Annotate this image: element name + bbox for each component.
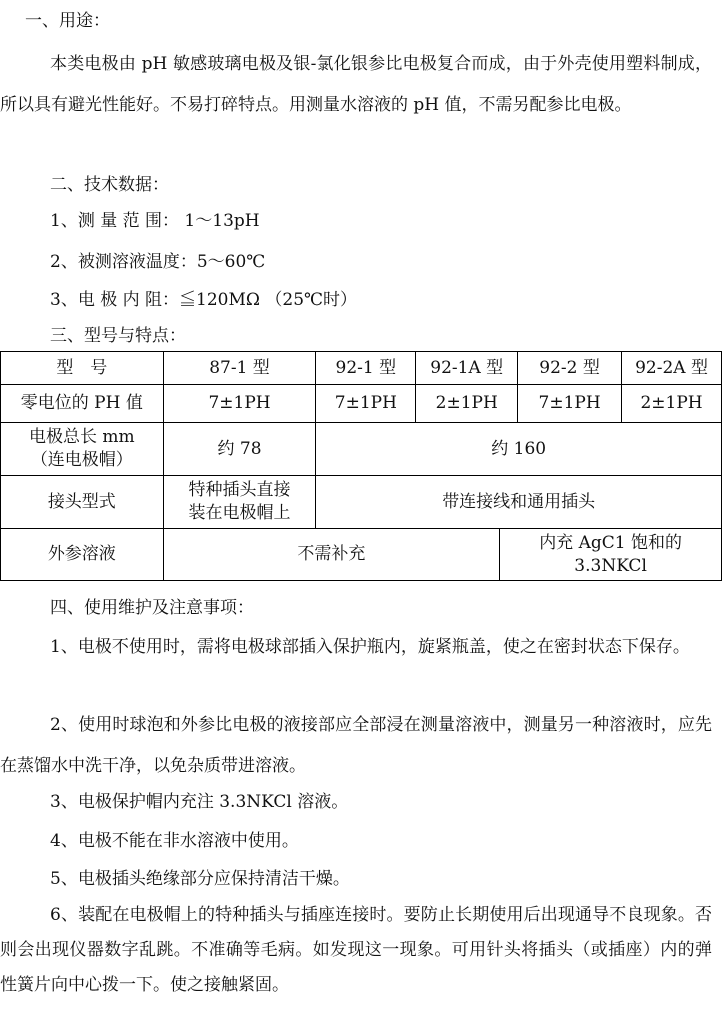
table-row-length [1, 423, 722, 476]
note-2: 2、使用时球泡和外参比电极的液接部应全部浸在测量溶液中，测量另一种溶液时，应先在蒸馏水中洗干净，以免杂质带进溶液。 [0, 715, 712, 776]
header-87-1: 87-1 型 [163, 352, 316, 385]
length-label-line2: （连电极帽） [30, 450, 133, 470]
spec-temperature: 2、被测溶液温度：5～60℃ [50, 252, 266, 272]
table-header-row [1, 352, 722, 385]
model-spec-table [0, 351, 722, 581]
connector-87-1-line2: 装在电极帽上 [188, 503, 291, 523]
solution-agcl-line2: 3.3NKCl [574, 555, 647, 576]
spec-range: 1、测 量 范 围： 1～13pH [50, 211, 260, 231]
note-4: 4、电极不能在非水溶液中使用。 [50, 831, 299, 851]
length-92-series: 约 160 [316, 423, 722, 476]
connector-87-1 [163, 476, 316, 529]
zero-potential-92-2a: 2±1PH [622, 385, 722, 423]
spec-resistance: 3、电 极 内 阻：≦120MΩ （25℃时） [50, 290, 358, 310]
header-92-1a: 92-1A 型 [416, 352, 518, 385]
section4-heading: 四、使用维护及注意事项： [50, 598, 254, 618]
table-row-connector [1, 476, 722, 529]
note-6: 6、装配在电极帽上的特种插头与插座连接时。要防止长期使用后出现通导不良现象。否则会出现仪器数字乱跳。不准确等毛病。如发现这一现象。可用针头将插头（或插座）内的弹性簧片向中心拨一下。使之接触紧固。 [0, 905, 712, 995]
solution-no-refill: 不需补充 [163, 529, 500, 581]
section1-heading: 一、用途： [25, 11, 110, 31]
table-row-solution [1, 529, 722, 581]
table-row-zero-potential [1, 385, 722, 423]
solution-agcl-line1: 内充 AgC1 饱和的 [539, 532, 682, 553]
note-3: 3、电极保护帽内充注 3.3NKCl 溶液。 [50, 792, 349, 812]
zero-potential-92-1: 7±1PH [316, 385, 416, 423]
note-5: 5、电极插头绝缘部分应保持清洁干燥。 [50, 869, 350, 889]
header-92-1: 92-1 型 [316, 352, 416, 385]
zero-potential-92-2: 7±1PH [518, 385, 622, 423]
zero-potential-92-1a: 2±1PH [416, 385, 518, 423]
header-92-2: 92-2 型 [518, 352, 622, 385]
length-87-1: 约 78 [163, 423, 316, 476]
zero-potential-87-1: 7±1PH [163, 385, 316, 423]
section2-heading: 二、技术数据： [50, 175, 169, 195]
section3-heading: 三、型号与特点： [50, 326, 186, 346]
note-1: 1、电极不使用时，需将电极球部插入保护瓶内，旋紧瓶盖，使之在密封状态下保存。 [50, 637, 690, 657]
header-92-2a: 92-2A 型 [622, 352, 722, 385]
length-label [1, 423, 164, 476]
connector-87-1-line1: 特种插头直接 [188, 480, 291, 500]
solution-label: 外参溶液 [1, 529, 164, 581]
section1-paragraph: 本类电极由 pH 敏感玻璃电极及银-氯化银参比电极复合而成，由于外壳使用塑料制成，所以具有避光性能好。不易打碎特点。用测量水溶液的 pH 值，不需另配参比电极。 [0, 54, 712, 115]
connector-label: 接头型式 [1, 476, 164, 529]
connector-92-series: 带连接线和通用插头 [316, 476, 722, 529]
solution-agcl [500, 529, 722, 581]
zero-potential-label: 零电位的 PH 值 [1, 385, 164, 423]
length-label-line1: 电极总长 mm [28, 427, 135, 447]
header-model-label: 型 号 [1, 352, 164, 385]
